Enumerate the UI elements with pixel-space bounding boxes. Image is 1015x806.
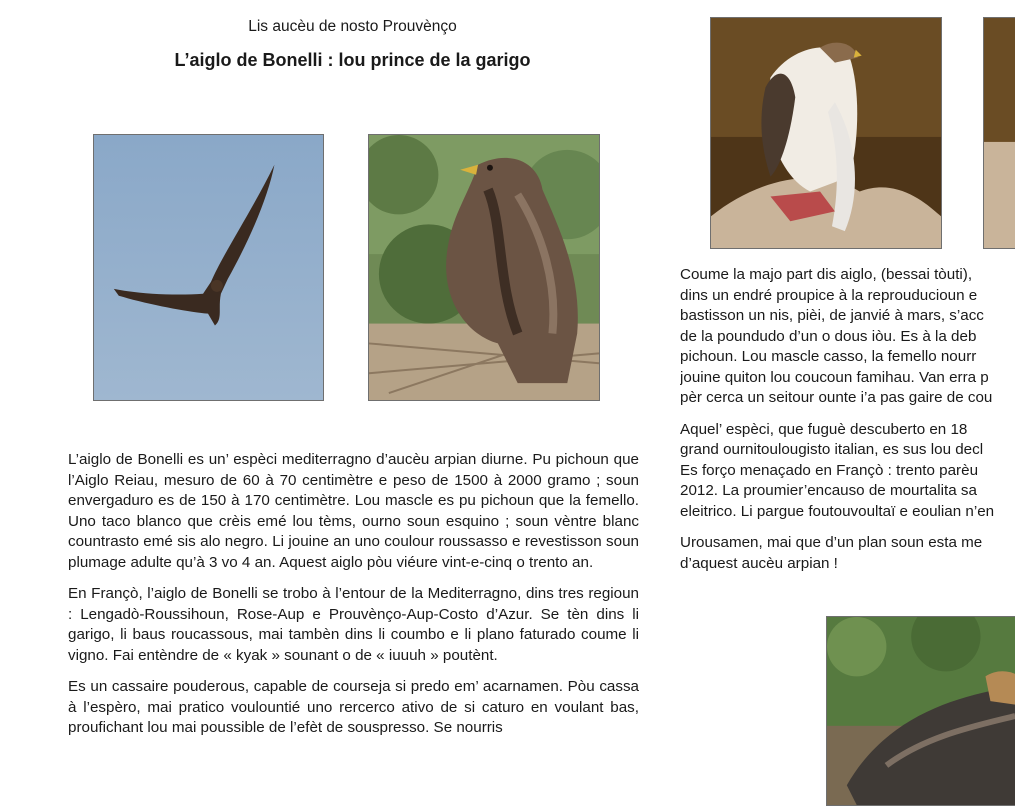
page-title: L’aiglo de Bonelli : lou prince de la garigo (174, 50, 531, 70)
text-line: Urousamen, mai que d’un plan soun esta me (680, 534, 983, 551)
page-kicker: Lis aucèu de nosto Prouvènço (248, 18, 457, 35)
text-line: Aquel’ espèci, que fuguè descuberto en 18 (680, 420, 968, 438)
text-line: dins un endré proupice à la reprouducioun e (680, 286, 978, 304)
right-paragraph-3 (680, 533, 1015, 574)
text-line: bastisson un nis, pièi, de janvié à mars, s’acc (680, 307, 984, 324)
left-text-column (68, 450, 639, 750)
left-paragraph: L’aiglo de Bonelli es un’ espèci mediterragno d’aucèu arpian diurne. Pu pichoun que l’Aiglo Reiau, mesuro de 60 à 70 centimètre e peso de 1500 à 2000 gramo ; soun envergaduro es de 150 à 170 centimètre. Lou mascle es pu pichoun que la femello. Uno taco blanco que crèis emé lou tèms, ourno soun esquino ; soun vèntre blanc countrasto emé sis alo negro. Li jouine an uno coulour roussasso e revestisson soun plumage adulte qu’à 3 vo 4 an. Aquest aiglo pòu viéure vint-e-cinq o trento an. (68, 451, 639, 571)
text-line: 2012. La proumier’encauso de mourtalita sa (680, 482, 977, 499)
text-line: pichoun. Lou mascle casso, la femello nourr (680, 348, 977, 365)
text-line: Coume la majo part dis aiglo, (bessai tòuti), (680, 266, 973, 283)
right-text-column (680, 265, 1015, 574)
right-paragraph-1 (680, 265, 1015, 409)
eagle-in-flight-photo (93, 134, 324, 401)
eagle-perched-photo (368, 134, 600, 401)
right-paragraph-2 (680, 420, 1015, 523)
text-line: grand ournitoulougisto italian, es sus lou decl (680, 441, 984, 458)
text-line: Es forço menaçado en Françò : trento parèu (680, 461, 979, 479)
text-line: d’aquest aucèu arpian ! (680, 554, 838, 572)
text-line: jouine quiton lou coucoun famihau. Van erra p (680, 368, 989, 386)
text-line: pèr cerca un seitour ounte i’a pas gaire de cou (680, 389, 993, 406)
left-paragraph: En Françò, l’aiglo de Bonelli se trobo à l’entour de la Mediterragno, dins tres regioun : Lengadò-Roussihoun, Rose-Aup e Prouvènço-Aup-Costo d’Azur. Se tèn dins li garigo, li baus roucassous, mai tambèn dins li coumbo e li plano faturado coume li vigno. Fai entèndre de « kyak » sounant o de « iuuuh » poutènt. (68, 585, 639, 664)
left-paragraph: Es un cassaire pouderous, capable de courseja si predo em’ acarnamen. Pòu cassa à l’espèro, mai pratico voulountié uno rercerco ativo de si caturo en voulant bas, proufichant lou mai poussible de l’efèt de souspresso. Se nourris (68, 678, 639, 736)
eagle-bottom-photo (826, 616, 1015, 806)
text-line: eleitrico. Li pargue foutouvoultaï e eoulian n’en (680, 502, 995, 520)
text-line: de la poundudo d’un o dous iòu. Es à la deb (680, 327, 977, 345)
eagle-with-prey-photo (710, 17, 942, 249)
partial-eagle-photo (983, 17, 1015, 249)
